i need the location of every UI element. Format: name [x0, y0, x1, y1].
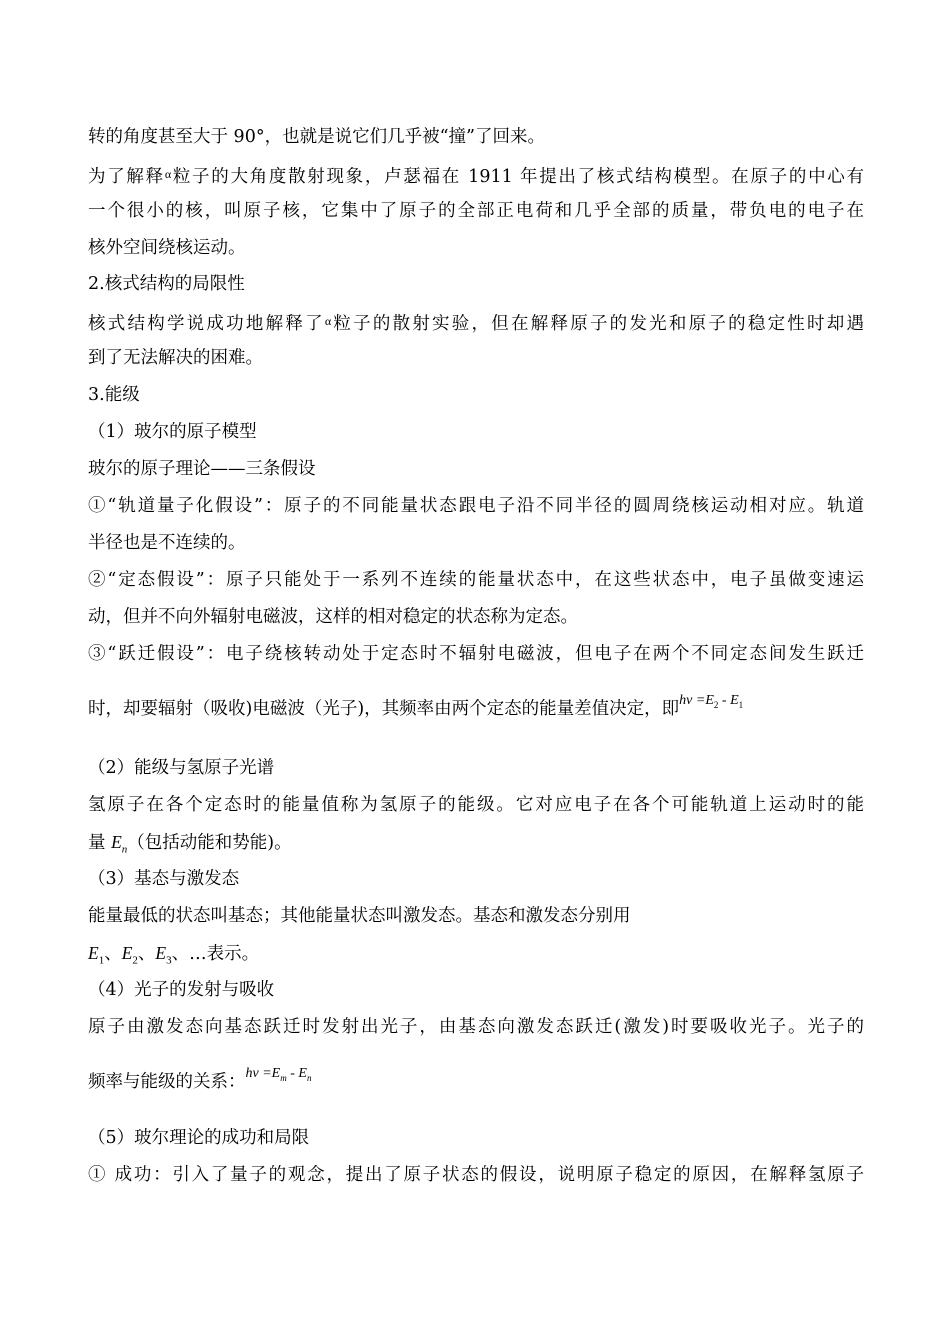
- excited-state-symbol: $E_2$: [121, 943, 138, 967]
- paragraph-line: ③“跃迁假设”：电子绕核转动处于定态时不辐射电磁波，但电子在两个不同定态间发生跃迁: [88, 644, 864, 664]
- paragraph-line: 原子由激发态向基态跃迁时发射出光子，由基态向激发态跃迁(激发)时要吸收光子。光子的: [88, 1017, 864, 1037]
- excited-state-symbol: $E_3$: [155, 943, 172, 967]
- alpha-symbol: α: [324, 314, 332, 328]
- paragraph-line: 氢原子在各个定态时的能量值称为氢原子的能级。它对应电子在各个可能轨道上运动时的能: [88, 795, 864, 815]
- section-heading: 2.核式结构的局限性: [88, 274, 245, 294]
- paragraph-line: $E_1$、$E_2$、$E_3$、…表示。: [88, 943, 260, 967]
- energy-level-symbol: $E_n$: [111, 832, 128, 856]
- alpha-symbol: α: [164, 167, 172, 181]
- paragraph-line: 时，却要辐射（吸收)电磁波（光子)，其频率由两个定态的能量差值决定，即$h\nu =E_2 - E_1$: [88, 697, 743, 721]
- subsection-heading: （4）光子的发射与吸收: [88, 980, 275, 1000]
- paragraph-line: 一个很小的核，叫原子核，它集中了原子的全部正电荷和几乎全部的质量，带负电的电子在: [88, 201, 864, 221]
- paragraph-line: 到了无法解决的困难。: [88, 348, 263, 368]
- ground-state-symbol: $E_1$: [88, 943, 105, 967]
- paragraph-line: 玻尔的原子理论——三条假设: [88, 459, 316, 479]
- photon-energy-formula: $h\nu =E_m - E_n$: [245, 1066, 312, 1083]
- paragraph-line: ②“定态假设”：原子只能处于一系列不连续的能量状态中，在这些状态中，电子虽做变速运: [88, 570, 864, 590]
- subsection-heading: （3）基态与激发态: [88, 869, 240, 889]
- subsection-heading: （2）能级与氢原子光谱: [88, 758, 275, 778]
- paragraph-line: 为了解释$^\alpha$粒子的大角度散射现象，卢瑟福在 1911 年提出了核式结构模型。在原子的中心有: [88, 167, 864, 186]
- paragraph-line: 量 $E_n$（包括动能和势能)。: [88, 832, 292, 856]
- paragraph-line: 动，但并不向外辐射电磁波，这样的相对稳定的状态称为定态。: [88, 607, 578, 627]
- paragraph-line: 核外空间绕核运动。: [88, 238, 246, 258]
- paragraph-line: ①“轨道量子化假设”：原子的不同能量状态跟电子沿不同半径的圆周绕核运动相对应。轨道: [88, 496, 864, 516]
- paragraph-line: ① 成功：引入了量子的观念，提出了原子状态的假设，说明原子稳定的原因，在解释氢原子: [88, 1165, 864, 1185]
- energy-difference-formula: $h\nu =E_2 - E_1$: [679, 693, 744, 710]
- paragraph-line: 能量最低的状态叫基态；其他能量状态叫激发态。基态和激发态分别用: [88, 906, 631, 926]
- subsection-heading: （1）玻尔的原子模型: [88, 422, 257, 442]
- section-heading: 3.能级: [88, 385, 140, 405]
- paragraph-line: 频率与能级的关系：$h\nu =E_m - E_n$: [88, 1070, 311, 1094]
- paragraph-line: 核式结构学说成功地解释了$^\alpha$粒子的散射实验，但在解释原子的发光和原子的稳定性时却遇: [88, 314, 864, 333]
- subsection-heading: （5）玻尔理论的成功和局限: [88, 1128, 310, 1148]
- paragraph-line: 转的角度甚至大于 90°，也就是说它们几乎被“撞”了回来。: [88, 127, 545, 147]
- paragraph-line: 半径也是不连续的。: [88, 533, 246, 553]
